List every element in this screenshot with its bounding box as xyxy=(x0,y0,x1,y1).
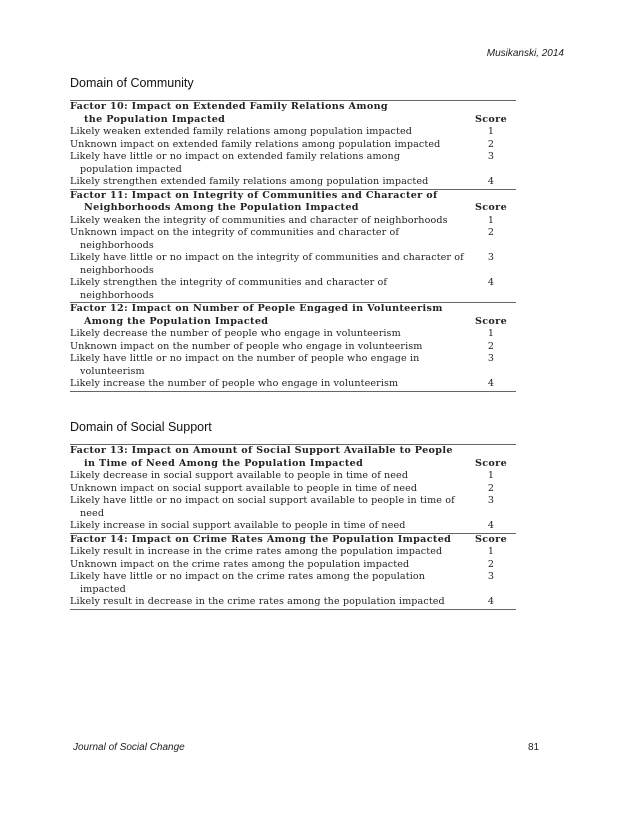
table-row: Unknown impact on the crime rates among the population impacted 2 xyxy=(70,558,495,570)
factor-14-score-label: Score xyxy=(474,533,508,545)
table-row: Unknown impact on extended family relations among population impacted 2 xyxy=(70,138,495,150)
table-row: Unknown impact on the integrity of communities and character of neighborhoods 2 xyxy=(70,227,495,251)
factor-12-header xyxy=(70,302,516,328)
factor-14-header xyxy=(70,533,516,547)
table-row: Unknown impact on the number of people who engage in volunteerism 2 xyxy=(70,340,495,352)
table-row: Likely decrease in social support available to people in time of need 1 xyxy=(70,470,495,481)
factor-12-title: Factor 12: Impact on Number of People Engaged in Volunteerism Among the Population Impacted xyxy=(70,303,443,327)
table-row: Likely increase in social support available to people in time of need 4 xyxy=(70,520,495,531)
factor-13-title: Factor 13: Impact on Amount of Social Support Available to People in Time of Need Among the Population Impacted xyxy=(70,445,453,469)
table-row: Likely result in increase in the crime rates among the population impacted 1 xyxy=(70,546,495,557)
factor-10-header xyxy=(70,101,516,126)
table-row: Likely decrease the number of people who engage in volunteerism 1 xyxy=(70,328,495,339)
journal-name: Journal of Social Change xyxy=(73,742,185,753)
table-row: Likely strengthen extended family relations among population impacted 4 xyxy=(70,176,495,187)
factor-10-title: Factor 10: Impact on Extended Family Relations Among the Population Impacted xyxy=(70,101,388,125)
table-row: Likely increase the number of people who engage in volunteerism 4 xyxy=(70,378,495,389)
factor-10-score-label: Score xyxy=(474,113,508,125)
table-row: Likely strengthen the integrity of communities and character of neighborhoods 4 xyxy=(70,277,495,301)
table-row: Unknown impact on social support available to people in time of need 2 xyxy=(70,482,495,494)
table-row: Likely have little or no impact on the crime rates among the population impacted 3 xyxy=(70,571,495,595)
table-row: Likely weaken the integrity of communities and character of neighborhoods 1 xyxy=(70,214,495,226)
domain-social-support-title: Domain of Social Support xyxy=(70,420,212,434)
factor-11-title: Factor 11: Impact on Integrity of Communities and Character of Neighborhoods Among the Population Impacted xyxy=(70,189,438,213)
social-support-factor-table xyxy=(70,444,516,610)
table-row: Likely weaken extended family relations among population impacted 1 xyxy=(70,126,495,137)
factor-14-title: Factor 14: Impact on Crime Rates Among the Population Impacted xyxy=(70,533,452,545)
table-row: Likely have little or no impact on the integrity of communities and character of neighborhoods 3 xyxy=(70,252,495,276)
factor-13-score-label: Score xyxy=(474,457,508,469)
page-number: 81 xyxy=(528,742,540,753)
table-row: Likely result in decrease in the crime rates among the population impacted 4 xyxy=(70,596,495,607)
community-factor-table xyxy=(70,100,516,392)
factor-11-score-label: Score xyxy=(474,202,508,213)
factor-11-header xyxy=(70,189,516,215)
running-header: Musikanski, 2014 xyxy=(486,48,564,59)
factor-13-header xyxy=(70,445,516,470)
table-row: Likely have little or no impact on the number of people who engage in volunteerism 3 xyxy=(70,353,495,377)
table-row: Likely have little or no impact on extended family relations among population impacted 3 xyxy=(70,151,495,175)
domain-community-title: Domain of Community xyxy=(70,76,194,90)
table-row: Likely have little or no impact on social support available to people in time of need 3 xyxy=(70,495,495,519)
factor-12-score-label: Score xyxy=(474,315,508,327)
